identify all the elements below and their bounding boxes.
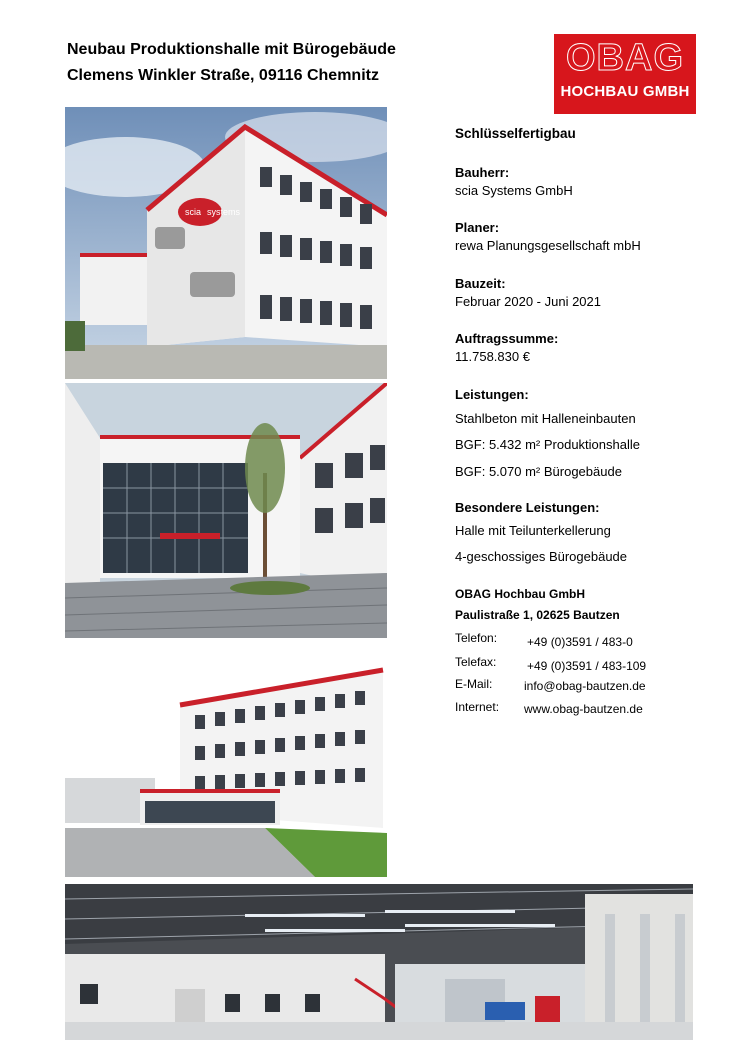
company-address: Paulistraße 1, 02625 Bautzen (455, 608, 620, 622)
phone-label: Telefon: (455, 631, 498, 645)
email-label: E-Mail: (455, 677, 493, 691)
planner-label: Planer: (455, 220, 500, 235)
fax-value: +49 (0)3591 / 483-109 (527, 659, 647, 673)
client-value: scia Systems GmbH (455, 183, 573, 198)
building-sign-text: scia (185, 207, 202, 217)
services-item: BGF: 5.432 m² Produktionshalle (455, 437, 640, 452)
services-item: Stahlbeton mit Halleneinbauten (455, 411, 636, 426)
project-title: Neubau Produktionshalle mit Bürogebäude (67, 41, 396, 58)
special-services-item: Halle mit Teilunterkellerung (455, 523, 611, 538)
email-value[interactable]: info@obag-bautzen.de (524, 679, 646, 693)
company-name: OBAG Hochbau GmbH (455, 587, 586, 601)
client-label: Bauherr: (455, 165, 510, 180)
services-item: BGF: 5.070 m² Bürogebäude (455, 464, 622, 479)
special-services-item: 4-geschossiges Bürogebäude (455, 549, 628, 564)
website-label: Internet: (455, 700, 500, 714)
project-address: Clemens Winkler Straße, 09116 Chemnitz (67, 67, 379, 84)
period-value: Februar 2020 - Juni 2021 (455, 294, 601, 309)
photo-office-building-corner (65, 107, 387, 379)
obag-logo (554, 34, 696, 114)
services-label: Leistungen: (455, 387, 529, 402)
phone-value: +49 (0)3591 / 483-0 (527, 635, 633, 649)
logo-subtitle: HOCHBAU GMBH (560, 83, 690, 100)
fax-label: Telefax: (455, 655, 497, 669)
website-value[interactable]: www.obag-bautzen.de (524, 702, 643, 716)
construction-type: Schlüsselfertigbau (455, 126, 576, 141)
building-sign-text: systems (207, 207, 241, 217)
special-services-label: Besondere Leistungen: (455, 500, 600, 515)
period-label: Bauzeit: (455, 276, 506, 291)
logo-wordmark: OBAG (566, 37, 684, 79)
contract-sum-label: Auftragssumme: (455, 331, 559, 346)
photo-production-hall-interior (65, 884, 693, 1040)
photo-building-side (65, 643, 387, 877)
photo-courtyard-entrance (65, 383, 387, 638)
contract-sum-value: 11.758.830 € (455, 349, 530, 364)
planner-value: rewa Planungsgesellschaft mbH (455, 238, 641, 253)
